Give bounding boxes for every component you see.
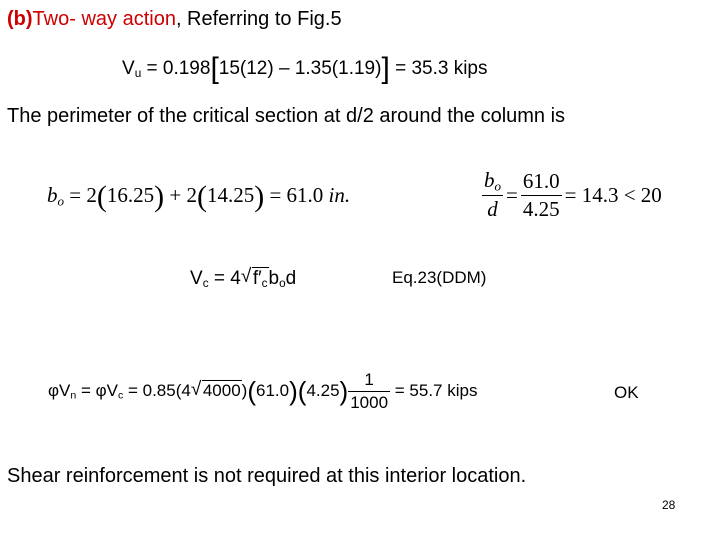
ratio-den-var: d	[487, 197, 498, 222]
ratio-equals: =	[506, 182, 518, 207]
vc-equation	[190, 268, 296, 290]
ratio-num-sub: o	[494, 178, 502, 194]
paren-open: (	[247, 375, 256, 406]
vu-coef: = 0.198	[141, 58, 211, 79]
vc-lhs: V	[190, 268, 203, 289]
vn-frac-num: 1	[348, 370, 390, 392]
shear-text: Shear reinforcement is not required at this interior location.	[7, 465, 527, 487]
ratio-num-var: b	[484, 168, 495, 192]
vu-lhs: V	[122, 58, 135, 79]
vc-root-sub: c	[261, 276, 268, 290]
ratio-den-val: 4.25	[522, 196, 560, 221]
perimeter-text: The perimeter of the critical section at d/2 around the column is	[7, 105, 566, 127]
paren-open: (	[96, 180, 107, 213]
bo-lhs: b	[47, 183, 58, 207]
ratio-rhs: = 14.3 < 20	[564, 182, 662, 207]
vc-tail: b	[268, 268, 280, 289]
vn-eq2: = 0.85(4	[123, 380, 191, 400]
ratio-var-fraction	[482, 168, 503, 222]
vn-root: 4000	[202, 380, 241, 400]
bo-rhs: = 61.0	[264, 183, 329, 207]
bo-val1: 16.25	[106, 183, 155, 207]
vc-root-var: f′	[252, 268, 262, 289]
vn-phi2-sub: c	[117, 389, 124, 402]
bo-unit: in.	[328, 183, 351, 207]
vn-val2: 4.25	[306, 380, 340, 400]
vn-equation	[48, 370, 477, 413]
vc-tail-end: d	[285, 268, 297, 289]
bo-equation	[47, 180, 351, 213]
sqrt-4000	[190, 378, 242, 401]
ratio-num-val: 61.0	[521, 169, 562, 196]
paren-close: )	[154, 180, 165, 213]
vn-fraction	[348, 370, 390, 413]
paren-close: )	[339, 375, 349, 406]
paren-open: (	[196, 180, 207, 213]
paren-close: )	[289, 375, 298, 406]
heading-suffix: , Referring to Fig.5	[175, 8, 342, 30]
ok-label: OK	[614, 383, 639, 402]
vu-lhs-sub: u	[134, 66, 142, 80]
vc-eq: = 4	[208, 268, 241, 289]
vu-equation	[122, 52, 488, 85]
vc-lhs-sub: c	[202, 276, 209, 290]
vn-phi1: φV	[48, 380, 71, 400]
bo-lhs-sub: o	[57, 193, 65, 209]
sqrt-fc	[241, 268, 269, 290]
bracket-close: ]	[381, 52, 390, 85]
sqrt-icon: √	[190, 378, 202, 400]
bracket-open: [	[210, 52, 219, 85]
bo-part2: + 2	[164, 183, 197, 207]
page-number: 28	[662, 498, 676, 512]
paren-close: )	[254, 180, 265, 213]
vn-val1: 61.0	[256, 380, 290, 400]
bo-val2: 14.25	[206, 183, 255, 207]
vn-phi1-sub: n	[70, 389, 77, 402]
heading-title: Two- way action	[32, 8, 176, 30]
vu-inner: 15(12) – 1.35(1.19)	[218, 58, 382, 79]
ratio-num-fraction	[521, 169, 562, 222]
vn-rhs: = 55.7 kips	[390, 380, 478, 400]
vu-rhs: = 35.3 kips	[389, 58, 488, 79]
vn-eq1: = φV	[76, 380, 118, 400]
sqrt-icon: √	[240, 266, 252, 287]
equation-reference: Eq.23(DDM)	[392, 268, 487, 287]
ratio-equation	[482, 168, 665, 222]
vn-close: )	[241, 380, 248, 400]
heading-part: (b)	[7, 8, 33, 30]
slide-heading	[7, 8, 342, 31]
bo-part1: = 2	[64, 183, 97, 207]
paren-open: (	[297, 375, 307, 406]
vn-frac-den: 1000	[350, 393, 389, 412]
vc-tail-sub: o	[279, 276, 286, 290]
